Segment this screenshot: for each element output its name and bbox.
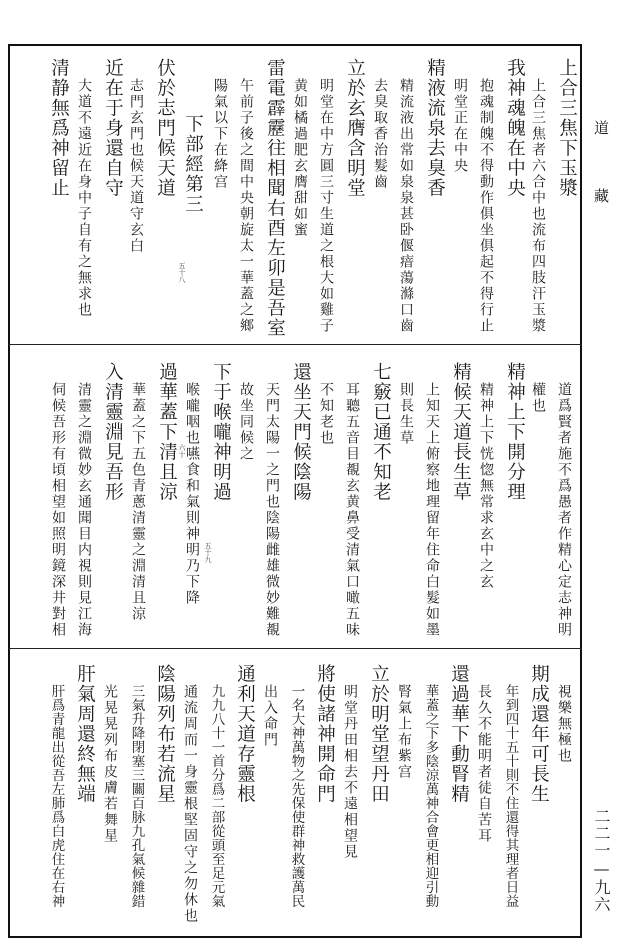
text-column: 三氣升降閉塞三關百脉九孔氣候雜錯 xyxy=(128,684,145,908)
text-column: 伏於志門候天道 xyxy=(154,58,176,198)
text-column: 耳聽五音目覩玄黄鼻受清氣口噉五味 xyxy=(344,382,360,638)
text-column: 我神魂魄在中央 xyxy=(504,58,526,198)
text-column: 故坐同候之 xyxy=(238,382,254,462)
section-divider-2 xyxy=(8,648,582,649)
text-column: 過華蓋下清且涼 xyxy=(156,362,178,502)
text-column: 精候天道長生草 xyxy=(450,362,472,502)
chapter-heading: 下部經第三 xyxy=(182,114,204,214)
text-column: 出入命門 xyxy=(262,684,278,748)
text-column: 將使諸神開命門 xyxy=(314,664,336,804)
text-column: 期成還年可長生 xyxy=(528,664,550,804)
section-lower xyxy=(8,664,582,934)
section-note: 六十 xyxy=(178,444,186,458)
text-column: 下于喉嚨神明過 xyxy=(210,362,232,502)
text-column: 腎氣上布紫宫 xyxy=(396,684,412,780)
text-column: 陽氣以下在絳宫 xyxy=(212,78,228,190)
page-number: 二二一—九六 xyxy=(592,808,611,913)
text-column: 肝氣周還終無端 xyxy=(74,664,96,804)
text-column: 明堂在中方圓三寸生道之根大如雞子 xyxy=(318,78,334,334)
text-column: 華蓋之下五色青蔥清靈之淵清且涼 xyxy=(130,382,146,622)
text-column: 還過華下動腎精 xyxy=(448,664,470,804)
text-column: 通流周而一身靈根堅固守之勿休也 xyxy=(182,684,198,924)
text-column: 精液流泉去臭香 xyxy=(424,58,446,198)
section-note: 五十八 xyxy=(178,262,186,283)
text-column: 權也 xyxy=(530,382,546,414)
text-column: 一名大神萬物之先保使群神救護萬民 xyxy=(288,684,305,908)
text-column: 明堂丹田相去不遠相望見 xyxy=(342,684,358,860)
text-column: 大道不遠近在身中子自有之無求也 xyxy=(76,78,92,318)
text-column: 九九八十一首分爲二部從頭至足元氣 xyxy=(208,684,225,908)
text-column: 清静無爲神留止 xyxy=(48,58,70,198)
text-column: 伺候吾形有頃相望如照明鏡深井對相 xyxy=(50,382,66,638)
text-column: 入清靈淵見吾形 xyxy=(102,362,124,502)
section-upper xyxy=(8,58,582,342)
section-note: 五十九 xyxy=(204,542,212,563)
text-column: 長久不能明者徒自苦耳 xyxy=(476,684,492,844)
text-column: 通利天道存靈根 xyxy=(234,664,256,804)
text-column: 年到四十五十則不住還得其理者日益 xyxy=(502,684,519,908)
text-column: 明堂正在中央 xyxy=(452,78,468,174)
text-column: 近在于身還自守 xyxy=(102,58,124,198)
text-column: 雷電霹靂往相聞右酉左卯是吾室 xyxy=(264,58,286,338)
text-column: 上知天上俯察地理留年住命白髮如墨 xyxy=(424,382,440,638)
text-column: 午前子後之間中央朝旋太一華蓋之鄉 xyxy=(238,78,254,334)
text-column: 清靈之淵微妙玄通聞目内視則見江海 xyxy=(76,382,92,638)
text-column: 華蓋之下多陰涼萬神合會更相迎引動 xyxy=(422,684,439,908)
section-divider-1 xyxy=(8,344,582,345)
text-column: 則長生草 xyxy=(398,382,414,446)
text-column: 去臭取香治髮齒 xyxy=(372,78,388,190)
text-column: 肝爲青龍出從吾左肺爲白虎住在右神 xyxy=(48,684,65,908)
text-column: 精神上下開分理 xyxy=(504,362,526,502)
text-column: 立於玄膺含明堂 xyxy=(344,58,366,198)
margin-label-top: 道 xyxy=(592,120,610,137)
text-column: 黄如橘過肥玄膺甜如蜜 xyxy=(292,78,308,238)
text-column: 道爲賢者施不爲愚者作精心定志神明 xyxy=(556,382,572,638)
text-column: 精神上下恍惚無常求玄中之玄 xyxy=(478,382,494,590)
text-column: 還坐天門候陰陽 xyxy=(290,362,312,502)
text-column: 七竅已通不知老 xyxy=(370,362,392,502)
text-column: 立於明堂望丹田 xyxy=(368,664,390,804)
text-column: 精流液出常如泉泉甚卧偃瘖蕩滌口齒 xyxy=(398,78,414,334)
text-column: 陰陽列布若流星 xyxy=(154,664,176,804)
text-column: 喉嚨咽也嚥食和氣則神明乃下降 xyxy=(184,382,200,606)
text-column: 上合三焦者六合中也流布四肢汗玉漿 xyxy=(530,78,546,334)
text-column: 天門太陽一之門也陰陽雌雄微妙難覩 xyxy=(264,382,280,638)
text-column: 視樂無極也 xyxy=(556,684,572,764)
margin-label-mid: 藏 xyxy=(592,188,610,205)
section-middle xyxy=(8,362,582,644)
text-column: 抱魂制魄不得動作俱坐俱起不得行止 xyxy=(478,78,494,334)
text-column: 上合三焦下玉漿 xyxy=(556,58,578,198)
text-column: 不知老也 xyxy=(318,382,334,446)
text-column: 光晃晃列布皮膚若舞星 xyxy=(102,684,118,844)
text-column: 志門玄門也候天道守玄白 xyxy=(128,78,144,254)
